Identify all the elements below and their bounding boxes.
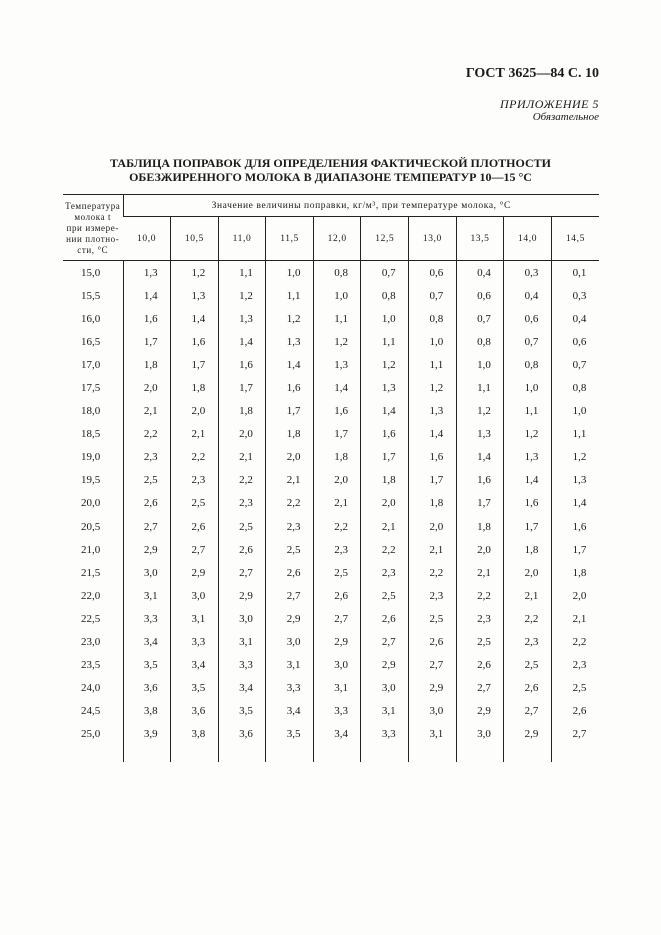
correction-value-cell: 3,6 bbox=[123, 677, 171, 700]
correction-value-cell: 1,6 bbox=[123, 307, 171, 330]
correction-value-cell: 1,7 bbox=[266, 400, 314, 423]
correction-value-cell: 1,2 bbox=[504, 423, 552, 446]
correction-value-cell: 1,1 bbox=[266, 284, 314, 307]
correction-value-cell: 1,4 bbox=[456, 446, 504, 469]
correction-value-cell: 0,7 bbox=[361, 261, 409, 285]
correction-value-cell: 2,6 bbox=[266, 561, 314, 584]
correction-value-cell: 0,6 bbox=[504, 307, 552, 330]
correction-value-cell: 0,8 bbox=[551, 376, 599, 399]
correction-value-cell: 1,7 bbox=[361, 446, 409, 469]
column-header: 13,5 bbox=[456, 217, 504, 261]
table-row bbox=[63, 446, 599, 469]
table-row bbox=[63, 469, 599, 492]
correction-value-cell: 2,3 bbox=[171, 469, 219, 492]
correction-value-cell: 2,7 bbox=[123, 515, 171, 538]
column-header: 11,0 bbox=[218, 217, 266, 261]
correction-value-cell: 2,1 bbox=[218, 446, 266, 469]
measurement-temperature-cell: 22,5 bbox=[81, 612, 101, 625]
correction-value-cell: 3,5 bbox=[123, 654, 171, 677]
correction-value-cell: 3,1 bbox=[123, 584, 171, 607]
correction-value-cell: 1,4 bbox=[218, 330, 266, 353]
table-row bbox=[63, 723, 599, 762]
correction-value-cell: 2,6 bbox=[551, 700, 599, 723]
correction-value-cell: 2,3 bbox=[266, 515, 314, 538]
correction-value-cell: 1,2 bbox=[218, 284, 266, 307]
correction-value-cell: 3,6 bbox=[218, 723, 266, 762]
correction-value-cell: 2,6 bbox=[171, 515, 219, 538]
correction-value-cell: 2,5 bbox=[409, 607, 457, 630]
correction-value-cell: 2,5 bbox=[504, 654, 552, 677]
correction-value-cell: 1,8 bbox=[171, 376, 219, 399]
correction-value-cell: 2,3 bbox=[361, 561, 409, 584]
correction-value-cell: 2,9 bbox=[218, 584, 266, 607]
measurement-temperature-cell: 16,0 bbox=[81, 312, 101, 325]
table-row bbox=[63, 307, 599, 330]
correction-value-cell: 3,3 bbox=[218, 654, 266, 677]
measurement-temperature-cell: 22,0 bbox=[81, 589, 101, 602]
correction-value-cell: 2,5 bbox=[171, 492, 219, 515]
column-header: 14,5 bbox=[551, 217, 599, 261]
correction-value-cell: 2,2 bbox=[409, 561, 457, 584]
correction-value-cell: 2,2 bbox=[551, 631, 599, 654]
correction-value-cell: 2,2 bbox=[171, 446, 219, 469]
correction-value-cell: 2,9 bbox=[313, 631, 361, 654]
correction-value-cell: 2,0 bbox=[313, 469, 361, 492]
correction-value-cell: 1,0 bbox=[361, 307, 409, 330]
correction-value-cell: 3,3 bbox=[171, 631, 219, 654]
correction-value-cell: 3,3 bbox=[361, 723, 409, 762]
correction-value-cell: 2,3 bbox=[409, 584, 457, 607]
table-row bbox=[63, 353, 599, 376]
correction-value-cell: 3,3 bbox=[123, 607, 171, 630]
correction-value-cell: 1,2 bbox=[361, 353, 409, 376]
appendix-status: Обязательное bbox=[532, 111, 599, 123]
correction-value-cell: 1,7 bbox=[409, 469, 457, 492]
correction-value-cell: 1,7 bbox=[456, 492, 504, 515]
row-header-line: сти, °С bbox=[77, 244, 109, 255]
correction-value-cell: 2,3 bbox=[456, 607, 504, 630]
correction-value-cell: 1,8 bbox=[551, 561, 599, 584]
measurement-temperature-cell: 23,0 bbox=[81, 636, 101, 649]
correction-value-cell: 2,5 bbox=[361, 584, 409, 607]
correction-value-cell: 2,1 bbox=[171, 423, 219, 446]
correction-value-cell: 0,8 bbox=[409, 307, 457, 330]
column-header: 12,5 bbox=[361, 217, 409, 261]
correction-value-cell: 1,4 bbox=[313, 376, 361, 399]
correction-value-cell: 3,3 bbox=[266, 677, 314, 700]
measurement-temperature-cell: 15,0 bbox=[81, 266, 101, 279]
correction-value-cell: 3,4 bbox=[313, 723, 361, 762]
correction-value-cell: 3,1 bbox=[313, 677, 361, 700]
table-row bbox=[63, 700, 599, 723]
correction-value-cell: 2,6 bbox=[123, 492, 171, 515]
correction-value-cell: 3,5 bbox=[171, 677, 219, 700]
correction-value-cell: 3,8 bbox=[123, 700, 171, 723]
correction-value-cell: 1,6 bbox=[409, 446, 457, 469]
correction-value-cell: 1,6 bbox=[551, 515, 599, 538]
correction-value-cell: 3,4 bbox=[266, 700, 314, 723]
measurement-temperature-cell: 20,5 bbox=[81, 520, 101, 533]
correction-value-cell: 2,7 bbox=[551, 723, 599, 762]
correction-value-cell: 2,0 bbox=[456, 538, 504, 561]
correction-value-cell: 1,4 bbox=[266, 353, 314, 376]
table-row bbox=[63, 423, 599, 446]
correction-value-cell: 0,8 bbox=[361, 284, 409, 307]
correction-value-cell: 3,0 bbox=[123, 561, 171, 584]
correction-value-cell: 1,2 bbox=[551, 446, 599, 469]
correction-value-cell: 3,4 bbox=[171, 654, 219, 677]
correction-value-cell: 1,7 bbox=[551, 538, 599, 561]
table-title-line-2: ОБЕЗЖИРЕННОГО МОЛОКА В ДИАПАЗОНЕ ТЕМПЕРАТУР 10—15 °С bbox=[129, 170, 532, 184]
table-row bbox=[63, 561, 599, 584]
correction-value-cell: 1,3 bbox=[504, 446, 552, 469]
column-header: 12,0 bbox=[313, 217, 361, 261]
correction-value-cell: 1,4 bbox=[409, 423, 457, 446]
row-header-line: нии плотно- bbox=[66, 233, 120, 244]
column-header: 10,5 bbox=[171, 217, 219, 261]
correction-value-cell: 0,3 bbox=[504, 261, 552, 285]
correction-value-cell: 1,8 bbox=[456, 515, 504, 538]
correction-value-cell: 2,5 bbox=[123, 469, 171, 492]
correction-value-cell: 1,3 bbox=[313, 353, 361, 376]
correction-value-cell: 1,7 bbox=[171, 353, 219, 376]
measurement-temperature-cell: 24,0 bbox=[81, 682, 101, 695]
correction-value-cell: 2,3 bbox=[504, 631, 552, 654]
row-header-line: молока t bbox=[74, 211, 112, 222]
appendix-title: ПРИЛОЖЕНИЕ 5 bbox=[500, 97, 599, 111]
correction-value-cell: 2,6 bbox=[313, 584, 361, 607]
correction-value-cell: 1,4 bbox=[171, 307, 219, 330]
table-row bbox=[63, 376, 599, 399]
measurement-temperature-cell: 25,0 bbox=[81, 727, 101, 740]
correction-value-cell: 2,0 bbox=[266, 446, 314, 469]
correction-value-cell: 1,8 bbox=[313, 446, 361, 469]
correction-value-cell: 3,0 bbox=[456, 723, 504, 762]
measurement-temperature-cell: 17,0 bbox=[81, 358, 101, 371]
correction-value-cell: 2,2 bbox=[456, 584, 504, 607]
correction-value-cell: 2,7 bbox=[456, 677, 504, 700]
correction-value-cell: 2,5 bbox=[551, 677, 599, 700]
correction-value-cell: 3,9 bbox=[123, 723, 171, 762]
correction-value-cell: 1,2 bbox=[266, 307, 314, 330]
correction-value-cell: 1,2 bbox=[171, 261, 219, 285]
correction-value-cell: 3,0 bbox=[218, 607, 266, 630]
correction-value-cell: 0,4 bbox=[504, 284, 552, 307]
correction-value-cell: 3,4 bbox=[218, 677, 266, 700]
row-header-line: Температура bbox=[65, 200, 121, 211]
correction-value-cell: 2,1 bbox=[456, 561, 504, 584]
measurement-temperature-cell: 17,5 bbox=[81, 382, 101, 395]
table-row bbox=[63, 631, 599, 654]
correction-value-cell: 0,8 bbox=[313, 261, 361, 285]
column-header: 10,0 bbox=[123, 217, 171, 261]
correction-value-cell: 2,9 bbox=[409, 677, 457, 700]
correction-value-cell: 1,4 bbox=[551, 492, 599, 515]
correction-value-cell: 1,6 bbox=[218, 353, 266, 376]
correction-value-cell: 0,8 bbox=[504, 353, 552, 376]
correction-value-cell: 2,0 bbox=[123, 376, 171, 399]
correction-value-cell: 1,8 bbox=[123, 353, 171, 376]
correction-value-cell: 2,3 bbox=[551, 654, 599, 677]
row-header-line: при измере- bbox=[66, 222, 119, 233]
correction-value-cell: 0,4 bbox=[551, 307, 599, 330]
correction-value-cell: 2,1 bbox=[361, 515, 409, 538]
table-title bbox=[0, 156, 661, 184]
correction-value-cell: 1,3 bbox=[266, 330, 314, 353]
measurement-temperature-cell: 16,5 bbox=[81, 335, 101, 348]
correction-value-cell: 2,9 bbox=[504, 723, 552, 762]
correction-value-cell: 1,7 bbox=[123, 330, 171, 353]
column-header: 14,0 bbox=[504, 217, 552, 261]
correction-value-cell: 2,1 bbox=[313, 492, 361, 515]
correction-value-cell: 2,7 bbox=[171, 538, 219, 561]
table-row bbox=[63, 607, 599, 630]
correction-value-cell: 3,0 bbox=[361, 677, 409, 700]
measurement-temperature-cell: 24,5 bbox=[81, 705, 101, 718]
correction-value-cell: 2,3 bbox=[218, 492, 266, 515]
correction-value-cell: 0,4 bbox=[456, 261, 504, 285]
correction-value-cell: 1,7 bbox=[313, 423, 361, 446]
correction-value-cell: 3,3 bbox=[313, 700, 361, 723]
correction-value-cell: 1,6 bbox=[456, 469, 504, 492]
correction-value-cell: 2,0 bbox=[218, 423, 266, 446]
correction-value-cell: 1,1 bbox=[456, 376, 504, 399]
correction-value-cell: 1,2 bbox=[456, 400, 504, 423]
measurement-temperature-cell: 15,5 bbox=[81, 289, 101, 302]
correction-value-cell: 2,6 bbox=[504, 677, 552, 700]
correction-value-cell: 2,6 bbox=[361, 607, 409, 630]
correction-value-cell: 0,6 bbox=[456, 284, 504, 307]
correction-value-cell: 1,7 bbox=[218, 376, 266, 399]
correction-value-cell: 0,7 bbox=[456, 307, 504, 330]
correction-value-cell: 2,1 bbox=[504, 584, 552, 607]
measurement-temperature-cell: 23,5 bbox=[81, 659, 101, 672]
correction-value-cell: 1,1 bbox=[361, 330, 409, 353]
correction-value-cell: 2,0 bbox=[361, 492, 409, 515]
measurement-temperature-cell: 18,0 bbox=[81, 405, 101, 418]
correction-value-cell: 2,0 bbox=[551, 584, 599, 607]
correction-value-cell: 2,3 bbox=[123, 446, 171, 469]
table-title-line-1: ТАБЛИЦА ПОПРАВОК ДЛЯ ОПРЕДЕЛЕНИЯ ФАКТИЧЕСКОЙ ПЛОТНОСТИ bbox=[110, 156, 551, 170]
correction-value-cell: 3,1 bbox=[409, 723, 457, 762]
correction-value-cell: 3,6 bbox=[171, 700, 219, 723]
correction-value-cell: 0,3 bbox=[551, 284, 599, 307]
column-header: 11,5 bbox=[266, 217, 314, 261]
correction-value-cell: 2,6 bbox=[456, 654, 504, 677]
correction-value-cell: 1,8 bbox=[218, 400, 266, 423]
correction-value-cell: 1,4 bbox=[504, 469, 552, 492]
correction-value-cell: 1,7 bbox=[504, 515, 552, 538]
correction-value-cell: 1,6 bbox=[504, 492, 552, 515]
correction-value-cell: 2,6 bbox=[218, 538, 266, 561]
measurement-temperature-cell: 20,0 bbox=[81, 497, 101, 510]
row-header-cell bbox=[63, 195, 123, 261]
correction-value-cell: 0,1 bbox=[551, 261, 599, 285]
correction-value-cell: 1,1 bbox=[551, 423, 599, 446]
correction-value-cell: 1,3 bbox=[171, 284, 219, 307]
correction-value-cell: 1,1 bbox=[218, 261, 266, 285]
correction-value-cell: 3,1 bbox=[361, 700, 409, 723]
correction-value-cell: 3,8 bbox=[171, 723, 219, 762]
table-row bbox=[63, 538, 599, 561]
correction-value-cell: 1,3 bbox=[361, 376, 409, 399]
correction-value-cell: 3,0 bbox=[171, 584, 219, 607]
correction-value-cell: 0,6 bbox=[551, 330, 599, 353]
correction-value-cell: 3,0 bbox=[266, 631, 314, 654]
table-row bbox=[63, 261, 599, 285]
correction-value-cell: 1,3 bbox=[218, 307, 266, 330]
correction-value-cell: 2,0 bbox=[409, 515, 457, 538]
correction-value-cell: 1,6 bbox=[171, 330, 219, 353]
correction-value-cell: 2,9 bbox=[456, 700, 504, 723]
correction-value-cell: 3,1 bbox=[218, 631, 266, 654]
page-header: ГОСТ 3625—84 С. 10 bbox=[465, 66, 599, 81]
measurement-temperature-cell: 19,5 bbox=[81, 474, 101, 487]
correction-value-cell: 1,8 bbox=[361, 469, 409, 492]
correction-value-cell: 0,7 bbox=[551, 353, 599, 376]
correction-value-cell: 2,5 bbox=[456, 631, 504, 654]
correction-value-cell: 1,0 bbox=[504, 376, 552, 399]
correction-value-cell: 2,2 bbox=[218, 469, 266, 492]
correction-value-cell: 2,9 bbox=[171, 561, 219, 584]
correction-value-cell: 1,0 bbox=[313, 284, 361, 307]
correction-value-cell: 1,3 bbox=[409, 400, 457, 423]
table-row bbox=[63, 584, 599, 607]
correction-value-cell: 2,7 bbox=[361, 631, 409, 654]
appendix-block bbox=[500, 98, 599, 124]
correction-value-cell: 2,2 bbox=[504, 607, 552, 630]
correction-value-cell: 1,1 bbox=[409, 353, 457, 376]
correction-value-cell: 2,6 bbox=[409, 631, 457, 654]
table-row bbox=[63, 654, 599, 677]
correction-value-cell: 2,7 bbox=[266, 584, 314, 607]
correction-value-cell: 2,7 bbox=[409, 654, 457, 677]
correction-value-cell: 3,0 bbox=[313, 654, 361, 677]
correction-value-cell: 1,3 bbox=[551, 469, 599, 492]
table-row bbox=[63, 515, 599, 538]
measurement-temperature-cell: 21,5 bbox=[81, 566, 101, 579]
correction-value-cell: 2,9 bbox=[361, 654, 409, 677]
correction-value-cell: 1,0 bbox=[266, 261, 314, 285]
correction-value-cell: 1,6 bbox=[266, 376, 314, 399]
table-row bbox=[63, 400, 599, 423]
correction-value-cell: 2,3 bbox=[313, 538, 361, 561]
group-header: Значение величины поправки, кг/м³, при температуре молока, °С bbox=[123, 195, 599, 217]
table-row bbox=[63, 492, 599, 515]
measurement-temperature-cell: 18,5 bbox=[81, 428, 101, 441]
correction-value-cell: 2,2 bbox=[266, 492, 314, 515]
correction-value-cell: 2,1 bbox=[551, 607, 599, 630]
correction-value-cell: 2,1 bbox=[266, 469, 314, 492]
correction-value-cell: 1,1 bbox=[313, 307, 361, 330]
measurement-temperature-cell: 21,0 bbox=[81, 543, 101, 556]
correction-value-cell: 2,5 bbox=[218, 515, 266, 538]
correction-value-cell: 1,6 bbox=[313, 400, 361, 423]
correction-value-cell: 2,0 bbox=[504, 561, 552, 584]
correction-value-cell: 2,2 bbox=[361, 538, 409, 561]
correction-value-cell: 3,5 bbox=[266, 723, 314, 762]
table-row bbox=[63, 330, 599, 353]
correction-value-cell: 1,2 bbox=[409, 376, 457, 399]
correction-value-cell: 1,3 bbox=[456, 423, 504, 446]
correction-value-cell: 0,6 bbox=[409, 261, 457, 285]
correction-value-cell: 2,7 bbox=[313, 607, 361, 630]
correction-value-cell: 2,9 bbox=[123, 538, 171, 561]
table-row bbox=[63, 677, 599, 700]
correction-value-cell: 1,0 bbox=[409, 330, 457, 353]
correction-value-cell: 2,1 bbox=[409, 538, 457, 561]
correction-value-cell: 2,0 bbox=[171, 400, 219, 423]
correction-value-cell: 1,4 bbox=[361, 400, 409, 423]
correction-value-cell: 1,8 bbox=[504, 538, 552, 561]
correction-value-cell: 3,1 bbox=[266, 654, 314, 677]
correction-value-cell: 2,5 bbox=[266, 538, 314, 561]
correction-value-cell: 1,1 bbox=[504, 400, 552, 423]
correction-value-cell: 2,5 bbox=[313, 561, 361, 584]
correction-value-cell: 1,4 bbox=[123, 284, 171, 307]
column-header: 13,0 bbox=[409, 217, 457, 261]
correction-value-cell: 2,1 bbox=[123, 400, 171, 423]
correction-value-cell: 1,8 bbox=[266, 423, 314, 446]
table-row bbox=[63, 284, 599, 307]
correction-value-cell: 2,2 bbox=[123, 423, 171, 446]
correction-value-cell: 2,2 bbox=[313, 515, 361, 538]
measurement-temperature-cell: 19,0 bbox=[81, 451, 101, 464]
correction-value-cell: 1,0 bbox=[551, 400, 599, 423]
correction-table bbox=[63, 194, 599, 762]
correction-value-cell: 1,3 bbox=[123, 261, 171, 285]
correction-value-cell: 2,7 bbox=[504, 700, 552, 723]
correction-value-cell: 1,6 bbox=[361, 423, 409, 446]
correction-value-cell: 1,8 bbox=[409, 492, 457, 515]
correction-value-cell: 3,5 bbox=[218, 700, 266, 723]
correction-value-cell: 3,4 bbox=[123, 631, 171, 654]
correction-value-cell: 3,0 bbox=[409, 700, 457, 723]
correction-value-cell: 0,7 bbox=[504, 330, 552, 353]
correction-value-cell: 2,9 bbox=[266, 607, 314, 630]
correction-value-cell: 0,7 bbox=[409, 284, 457, 307]
correction-value-cell: 1,2 bbox=[313, 330, 361, 353]
correction-value-cell: 2,7 bbox=[218, 561, 266, 584]
correction-value-cell: 1,0 bbox=[456, 353, 504, 376]
correction-value-cell: 3,1 bbox=[171, 607, 219, 630]
correction-value-cell: 0,8 bbox=[456, 330, 504, 353]
